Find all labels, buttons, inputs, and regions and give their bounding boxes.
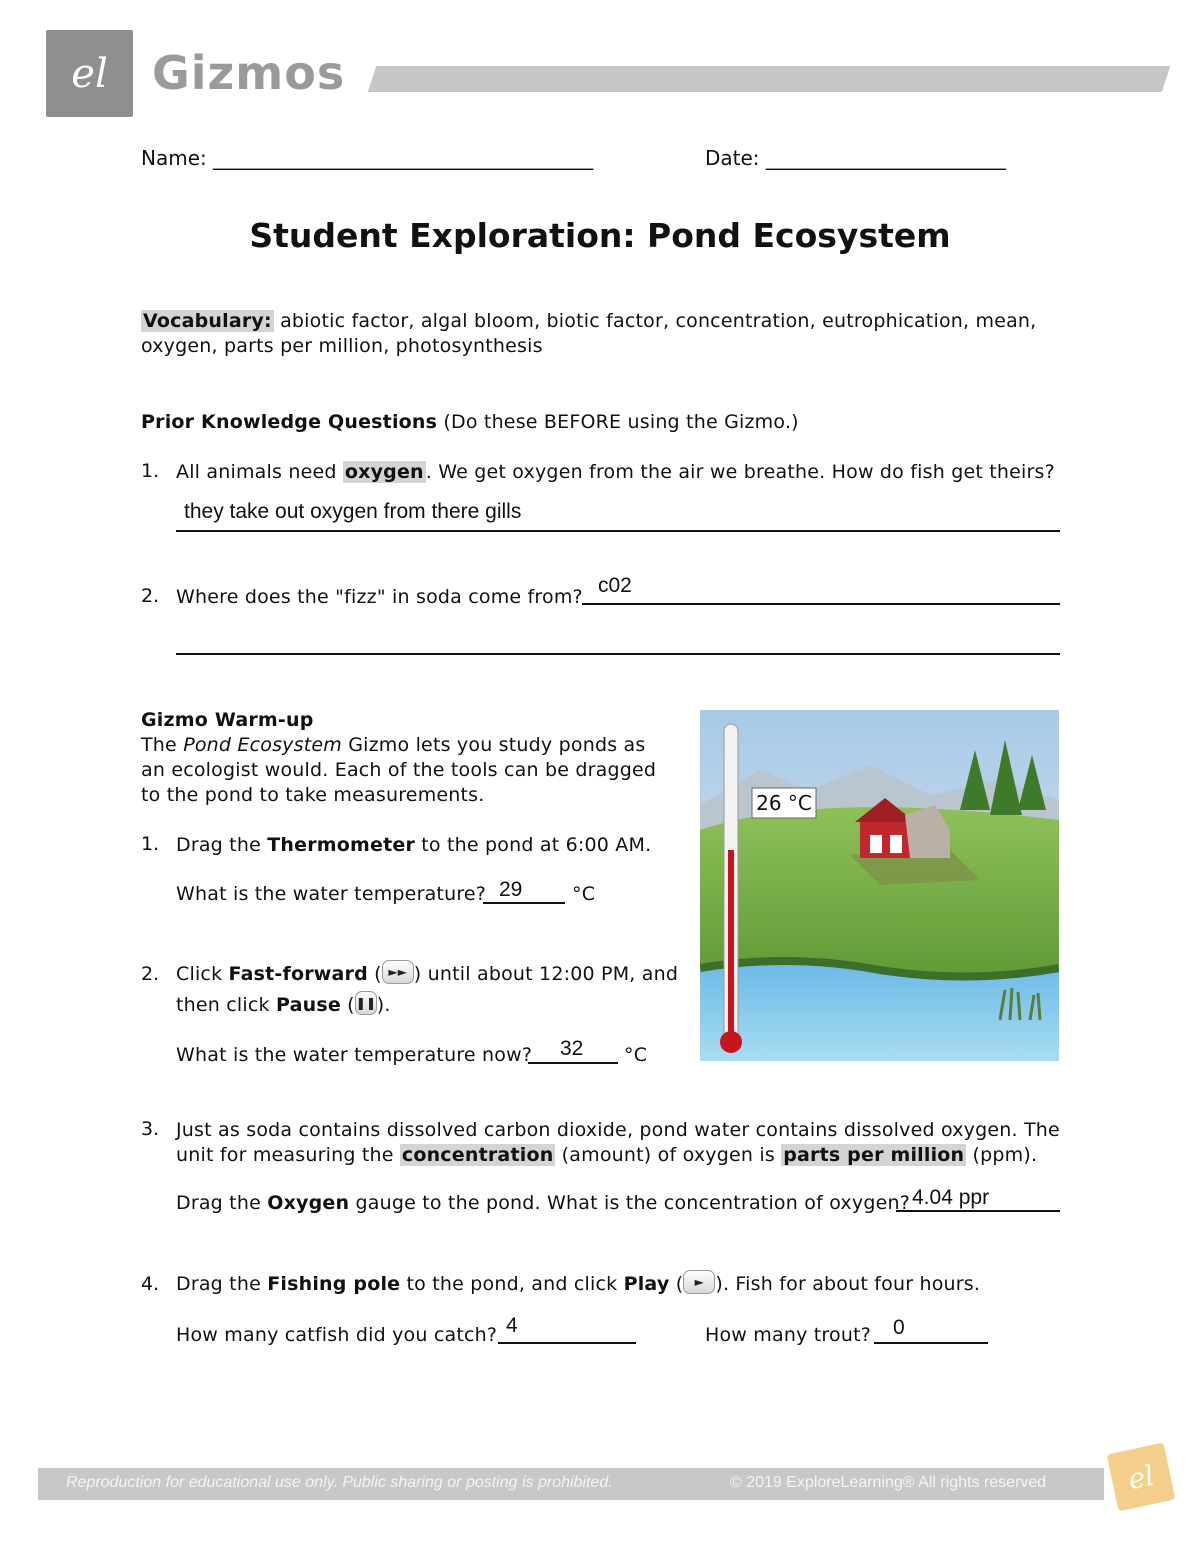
answer-line (498, 1342, 636, 1344)
prior-q2-number: 2. (141, 585, 160, 607)
unit-celsius: °C (572, 883, 596, 905)
answer-line (176, 653, 1060, 655)
prior-q1-text: All animals need oxygen . We get oxygen from the air we breathe. How do fish get theirs? (176, 461, 1055, 483)
header-bar (368, 66, 1170, 92)
warmup-q4-ask-catfish: How many catfish did you catch? (176, 1324, 498, 1346)
vocabulary: Vocabulary: abiotic factor, algal bloom, biotic factor, concentration, eutrophication, mean, oxygen, parts per million, photosynthesis (141, 310, 1037, 357)
answer-line (483, 902, 565, 904)
answer-line (582, 603, 1060, 605)
name-field: Name: ______________________________________ (141, 146, 594, 170)
prior-q2-text: Where does the "fizz" in soda come from? (176, 586, 583, 608)
warmup-q2-ask: What is the water temperature now? (176, 1044, 533, 1066)
pond-scene-svg (700, 710, 1059, 1061)
warmup-q4-answer-trout[interactable]: 0 (893, 1316, 905, 1339)
warmup-q4-number: 4. (141, 1273, 160, 1295)
warmup-q2-number: 2. (141, 963, 160, 985)
warmup-q4-ask-trout: How many trout? (705, 1324, 872, 1346)
play-icon: ► (683, 1270, 715, 1294)
answer-line (874, 1342, 988, 1344)
prior-q1-number: 1. (141, 460, 160, 482)
answer-line (528, 1062, 618, 1064)
prior-q1-answer[interactable]: they take out oxygen from there gills (184, 500, 522, 523)
warmup-q3-answer[interactable]: 4.04 ppr (912, 1186, 990, 1209)
warmup-q4-text: Drag the Fishing pole to the pond, and click Play ( ► ). Fish for about four hours. (176, 1270, 980, 1297)
warmup-q1-number: 1. (141, 833, 160, 855)
warmup-q3-ask: Drag the Oxygen gauge to the pond. What is the concentration of oxygen? (176, 1192, 910, 1214)
warmup-q2-text: Click Fast-forward ( ►► ) until about 12:00 PM, and then click Pause (❚❚). (176, 959, 678, 1021)
warmup-q3-text: Just as soda contains dissolved carbon dioxide, pond water contains dissolved oxygen. The unit for measuring the concentration (amount) of oxygen is parts per million (ppm). (176, 1119, 1060, 1166)
footer-explorelearning-logo: el (1107, 1443, 1176, 1512)
pond-gizmo-illustration (700, 710, 1059, 1061)
vocabulary-label: Vocabulary: (143, 310, 272, 332)
answer-line (176, 530, 1060, 532)
footer-copyright: © 2019 ExploreLearning® All rights reserved (730, 1474, 1047, 1491)
page-title: Student Exploration: Pond Ecosystem (249, 216, 951, 255)
prior-q2-answer[interactable]: c02 (598, 574, 632, 597)
answer-line (896, 1210, 1060, 1212)
fast-forward-icon: ►► (382, 960, 414, 984)
gizmos-brand: Gizmos (152, 46, 346, 100)
warmup-q1-ask: What is the water temperature? (176, 883, 487, 905)
unit-celsius: °C (624, 1044, 648, 1066)
warmup-q3-number: 3. (141, 1118, 160, 1140)
warmup-intro: Gizmo Warm-up The Pond Ecosystem Gizmo lets you study ponds as an ecologist would. Each of the tools can be dragged to the pond to take measurements. (141, 709, 657, 806)
thermometer-readout: 26 °C (756, 791, 812, 815)
warmup-q4-answer-catfish[interactable]: 4 (506, 1314, 518, 1337)
explorelearning-logo: el (46, 30, 133, 117)
warmup-q2-answer[interactable]: 32 (560, 1037, 584, 1060)
warmup-q1-text: Drag the Thermometer to the pond at 6:00 AM. (176, 834, 652, 856)
pause-icon: ❚❚ (355, 991, 377, 1015)
footer-notice: Reproduction for educational use only. Public sharing or posting is prohibited. (66, 1474, 613, 1491)
date-field: Date: ________________________ (705, 146, 1006, 170)
prior-knowledge-heading: Prior Knowledge Questions (Do these BEFORE using the Gizmo.) (141, 411, 799, 433)
warmup-q1-answer[interactable]: 29 (499, 878, 523, 901)
